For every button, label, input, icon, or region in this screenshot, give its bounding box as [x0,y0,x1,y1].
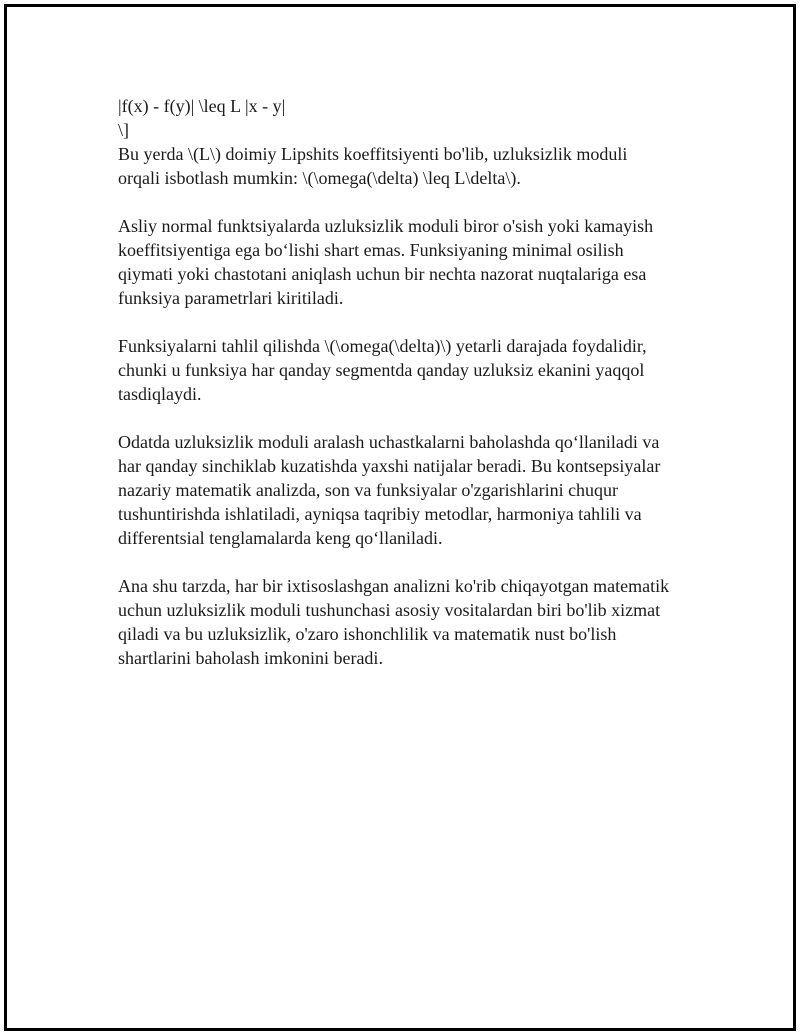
paragraph-conclusion [118,574,698,670]
paragraph-line: chunki u funksiya har qanday segmentda qanday uzluksiz ekanini yaqqol [118,360,645,380]
document-body [118,94,698,694]
paragraph-line: nazariy matematik analizda, son va funksiyalar o'zgarishlarini chuqur [118,480,619,500]
paragraph-line: har qanday sinchiklab kuzatishda yaxshi natijalar beradi. Bu kontsepsiyalar [118,456,661,476]
paragraph-line: Bu yerda \(L\) doimiy Lipshits koeffitsiyenti bo'lib, uzluksizlik moduli [118,144,628,164]
paragraph-line: uchun uzluksizlik moduli tushunchasi asosiy vositalardan biri bo'lib xizmat [118,600,661,620]
paragraph-line: tushuntirishda ishlatiladi, ayniqsa taqribiy metodlar, harmoniya tahlili va [118,504,642,524]
paragraph-lipschitz [118,142,698,190]
paragraph-normal-functions [118,214,698,310]
formula-line: \] [118,120,129,140]
paragraph-line: shartlarini baholash imkonini beradi. [118,648,383,668]
paragraph-line: Ana shu tarzda, har bir ixtisoslashgan analizni ko'rib chiqayotgan matematik [118,576,670,596]
paragraph-line: qiymati yoki chastotani aniqlash uchun bir nechta nazorat nuqtalariga esa [118,264,647,284]
paragraph-line: Asliy normal funktsiyalarda uzluksizlik moduli biror o'sish yoki kamayish [118,216,654,236]
paragraph-line: funksiya parametrlari kiritiladi. [118,288,344,308]
formula-line: |f(x) - f(y)| \leq L |x - y| [118,96,286,116]
paragraph-analysis [118,334,698,406]
paragraph-applications [118,430,698,550]
paragraph-line: qiladi va bu uzluksizlik, o'zaro ishonchlilik va matematik nust bo'lish [118,624,617,644]
paragraph-line: orqali isbotlash mumkin: \(\omega(\delta) \leq L\delta\). [118,168,521,188]
paragraph-line: differentsial tenglamalarda keng qo‘llaniladi. [118,528,443,548]
paragraph-line: tasdiqlaydi. [118,384,202,404]
paragraph-line: koeffitsiyentiga ega bo‘lishi shart emas. Funksiyaning minimal osilish [118,240,624,260]
paragraph-line: Odatda uzluksizlik moduli aralash uchastkalarni baholashda qo‘llaniladi va [118,432,660,452]
formula-block [118,94,698,142]
paragraph-line: Funksiyalarni tahlil qilishda \(\omega(\delta)\) yetarli darajada foydalidir, [118,336,647,356]
